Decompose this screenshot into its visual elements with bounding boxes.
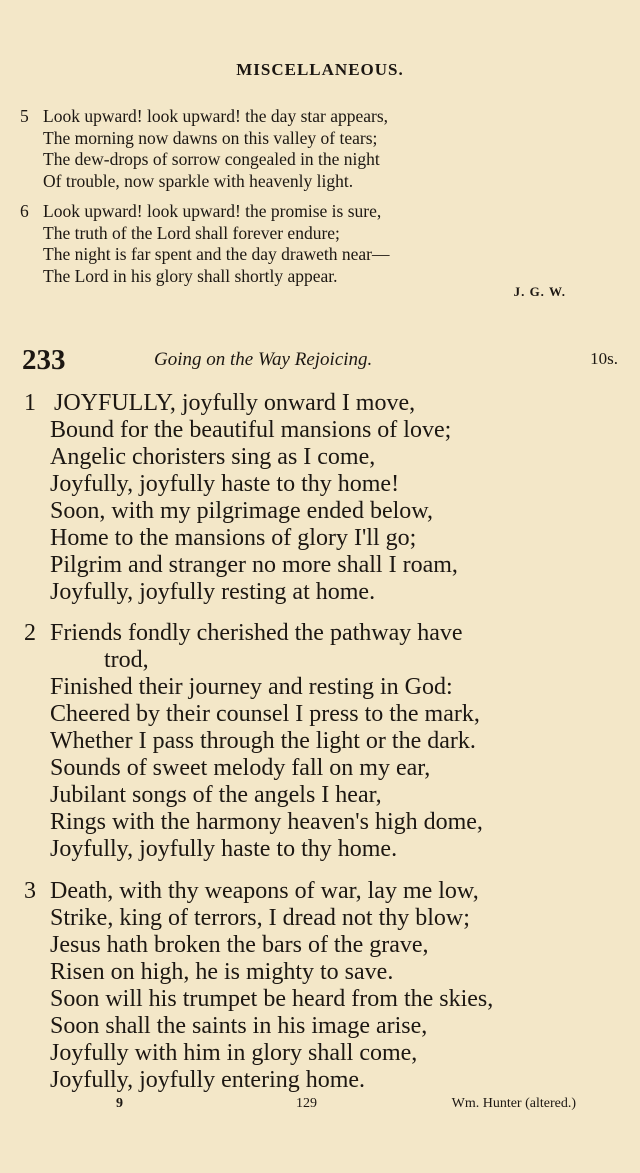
signature-mark: 9 [116,1096,123,1111]
hymn-author: Wm. Hunter (altered.) [451,1096,576,1111]
stanza-number: 3 [24,878,36,904]
verse-line: Rings with the harmony heaven's high dome, [50,809,483,835]
verse-line: Finished their journey and resting in God: [50,674,453,700]
verse-line: Whether I pass through the light or the dark. [50,728,476,754]
verse-line: Strike, king of terrors, I dread not thy blow; [50,905,470,931]
prev-hymn-attribution: J. G. W. [513,284,566,299]
verse-line: Look upward! look upward! the promise is sure, [43,201,382,221]
running-head: MISCELLANEOUS. [236,60,404,79]
page-number: 129 [296,1096,317,1111]
stanza-1 [24,390,624,606]
page-footer [0,1096,640,1116]
verse-line: Joyfully with him in glory shall come, [50,1040,418,1066]
stanza-number: 6 [20,201,29,221]
verse-line: Jubilant songs of the angels I hear, [50,782,382,808]
verse-line: The morning now dawns on this valley of tears; [43,127,378,148]
verse-line: Joyfully, joyfully haste to thy home. [50,836,398,862]
verse-line: Friends fondly cherished the pathway have [50,620,463,646]
verse-line: Home to the mansions of glory I'll go; [50,525,417,551]
verse-line: Soon, with my pilgrimage ended below, [50,498,434,524]
verse-line: Soon shall the saints in his image arise, [50,1013,428,1039]
stanza-2 [24,620,624,863]
verse-line: JOYFULLY, joyfully onward I move, [54,390,416,416]
hymn-title: Going on the Way Rejoicing. [154,349,373,370]
verse-line: Cheered by their counsel I press to the mark, [50,701,480,727]
verse-line: Joyfully, joyfully entering home. [50,1067,366,1093]
verse-line: Jesus hath broken the bars of the grave, [50,932,429,958]
stanza-number: 2 [24,620,36,646]
prev-stanza-5 [20,106,620,192]
verse-line: Sounds of sweet melody fall on my ear, [50,755,431,781]
stanza-number: 5 [20,106,29,126]
stanza-number: 1 [24,390,36,416]
verse-line: Bound for the beautiful mansions of love; [50,417,452,443]
verse-line: Death, with thy weapons of war, lay me low, [50,878,479,904]
verse-line: The dew-drops of sorrow congealed in the night [43,149,380,169]
verse-line: Look upward! look upward! the day star appears, [43,106,389,126]
verse-line: The night is far spent and the day draweth near— [43,244,390,264]
hymn-header [22,344,622,378]
verse-line: The truth of the Lord shall forever endure; [43,222,340,243]
verse-line: The Lord in his glory shall shortly appear. [43,265,338,286]
verse-line: Risen on high, he is mighty to save. [50,959,394,985]
verse-line: Of trouble, now sparkle with heavenly light. [43,170,354,191]
stanza-3 [24,878,624,1094]
verse-line: Joyfully, joyfully resting at home. [50,579,376,605]
hymn-number: 233 [22,344,66,376]
verse-line: Soon will his trumpet be heard from the skies, [50,986,494,1012]
verse-line-continuation: trod, [104,647,149,673]
prev-stanza-6 [20,201,620,287]
verse-line: Joyfully, joyfully haste to thy home! [50,471,400,497]
verse-line: Pilgrim and stranger no more shall I roam, [50,552,458,578]
verse-line: Angelic choristers sing as I come, [50,444,376,470]
hymn-meter: 10s. [590,349,618,368]
